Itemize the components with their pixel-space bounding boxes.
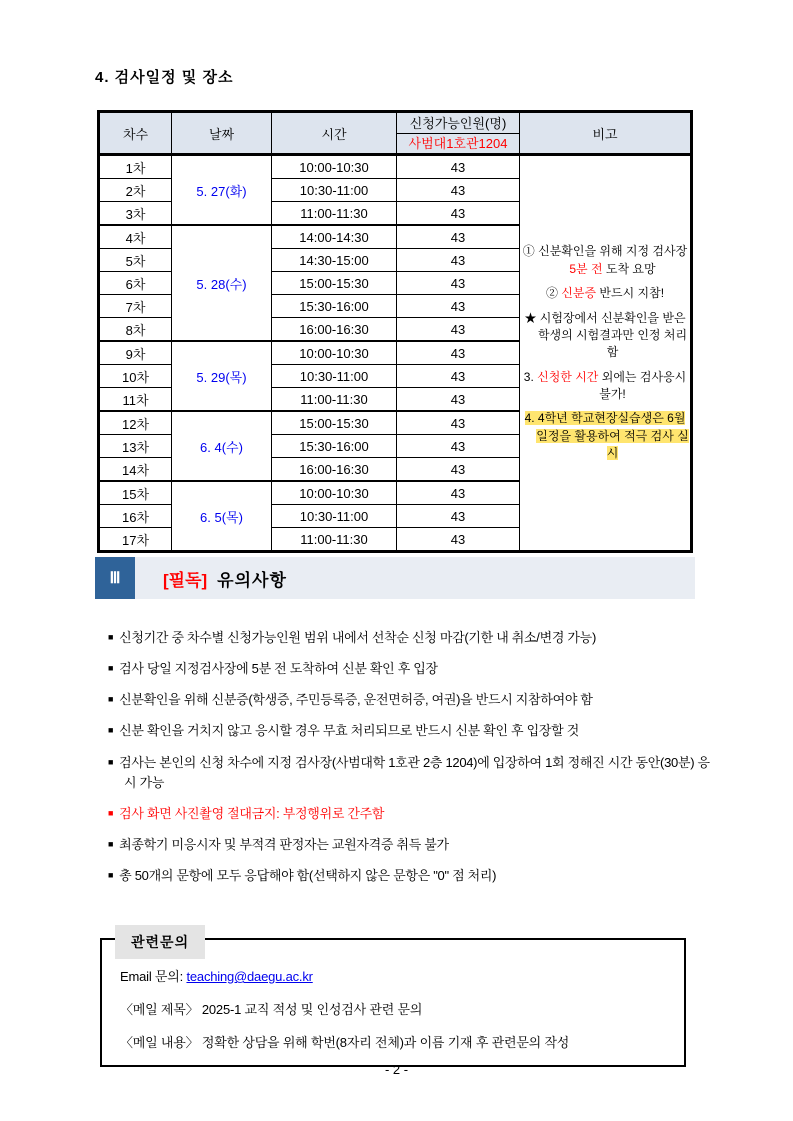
must-read-tag: [필독] [163, 570, 208, 590]
round-cell: 8차 [99, 318, 172, 342]
notes-cell [520, 155, 692, 552]
notice-item: ■ 신청기간 중 차수별 신청가능인원 범위 내에서 선착순 신청 마감(기한 내 취소/변경 가능) [108, 630, 596, 645]
time-cell: 11:00-11:30 [272, 528, 397, 552]
time-cell: 10:30-11:00 [272, 365, 397, 388]
round-cell: 9차 [99, 341, 172, 365]
round-cell: 1차 [99, 155, 172, 179]
note-4: 4. 4학년 학교현장실습생은 6월 일정을 활용하여 적극 검사 실시 [524, 411, 689, 461]
contact-subject-line: 〈메일 제목〉 2025-1 교직 적성 및 인성검사 관련 문의 [120, 1002, 423, 1017]
contact-box-title: 관련문의 [115, 925, 205, 959]
capacity-cell: 43 [397, 202, 520, 226]
contact-body-line: 〈메일 내용〉 정확한 상담을 위해 학번(8자리 전체)과 이름 기재 후 관련문의 작성 [120, 1035, 570, 1050]
time-cell: 10:30-11:00 [272, 179, 397, 202]
notice-item: ■ 검사 당일 지정검사장에 5분 전 도착하여 신분 확인 후 입장 [108, 661, 438, 677]
header-capacity-label: 신청가능인원(명) [397, 114, 519, 134]
capacity-cell: 43 [397, 295, 520, 318]
date-cell: 5. 29(목) [172, 341, 272, 411]
round-cell: 4차 [99, 225, 172, 249]
round-cell: 16차 [99, 505, 172, 528]
time-cell: 14:00-14:30 [272, 225, 397, 249]
round-cell: 17차 [99, 528, 172, 552]
capacity-cell: 43 [397, 458, 520, 482]
date-cell: 5. 28(수) [172, 225, 272, 341]
round-cell: 13차 [99, 435, 172, 458]
header-note: 비고 [520, 112, 692, 155]
capacity-cell: 43 [397, 435, 520, 458]
capacity-cell: 43 [397, 318, 520, 342]
page-number: - 2 - [384, 1062, 409, 1077]
bullet-icon: ■ [108, 632, 114, 642]
capacity-cell: 43 [397, 365, 520, 388]
header-capacity [397, 112, 520, 155]
round-cell: 6차 [99, 272, 172, 295]
header-room-label: 사범대1호관1204 [408, 135, 508, 151]
capacity-cell: 43 [397, 249, 520, 272]
notice-item: ■ 검사는 본인의 신청 차수에 지정 검사장(사범대학 1호관 2층 1204)에 입장하여 1회 정해진 시간 동안(30분) 응시 가능 [108, 754, 710, 790]
bullet-icon: ■ [108, 725, 114, 736]
header-time: 시간 [272, 112, 397, 155]
capacity-cell: 43 [397, 411, 520, 435]
contact-email-line: Email 문의: teaching@daegu.ac.kr [120, 969, 313, 984]
notice-item-warning: ■ 검사 화면 사진촬영 절대금지: 부정행위로 간주함 [108, 805, 385, 821]
note-2: ② 신분증 반드시 지참! [545, 286, 665, 301]
time-cell: 16:00-16:30 [272, 318, 397, 342]
notice-item: ■ 신분 확인을 거치지 않고 응시할 경우 무효 처리되므로 반드시 신분 확인 후 입장할 것 [108, 723, 579, 739]
round-cell: 15차 [99, 481, 172, 505]
capacity-cell: 43 [397, 155, 520, 179]
time-cell: 15:30-16:00 [272, 435, 397, 458]
capacity-cell: 43 [397, 179, 520, 202]
time-cell: 10:00-10:30 [272, 481, 397, 505]
round-cell: 5차 [99, 249, 172, 272]
round-cell: 7차 [99, 295, 172, 318]
email-link[interactable]: teaching@daegu.ac.kr [186, 969, 313, 984]
time-cell: 16:00-16:30 [272, 458, 397, 482]
time-cell: 14:30-15:00 [272, 249, 397, 272]
section-header-bar [95, 557, 695, 599]
time-cell: 10:00-10:30 [272, 341, 397, 365]
table-header-row [99, 112, 692, 155]
capacity-cell: 43 [397, 225, 520, 249]
round-cell: 3차 [99, 202, 172, 226]
time-cell: 15:30-16:00 [272, 295, 397, 318]
bullet-icon: ■ [108, 694, 114, 705]
bullet-icon: ■ [108, 756, 114, 767]
schedule-table [97, 110, 693, 553]
time-cell: 15:00-15:30 [272, 272, 397, 295]
bullet-icon: ■ [108, 663, 114, 674]
time-cell: 10:30-11:00 [272, 505, 397, 528]
date-cell: 6. 5(목) [172, 481, 272, 552]
round-cell: 2차 [99, 179, 172, 202]
notices-title: 유의사항 [217, 570, 287, 590]
date-cell: 6. 4(수) [172, 411, 272, 481]
time-cell: 15:00-15:30 [272, 411, 397, 435]
header-round: 차수 [99, 112, 172, 155]
round-cell: 14차 [99, 458, 172, 482]
notice-item: ■ 신분확인을 위해 신분증(학생증, 주민등록증, 운전면허증, 여권)을 반드시 지참하여야 함 [108, 692, 593, 708]
round-cell: 12차 [99, 411, 172, 435]
section-title-schedule: 4. 검사일정 및 장소 [95, 69, 234, 86]
bullet-icon: ■ [108, 807, 114, 818]
header-date: 날짜 [172, 112, 272, 155]
notice-item: ■ 최종학기 미응시자 및 부적격 판정자는 교원자격증 취득 불가 [108, 836, 449, 852]
time-cell: 10:00-10:30 [272, 155, 397, 179]
section-number-badge: Ⅲ [95, 557, 135, 599]
note-3: 3. 신청한 시간 외에는 검사응시 불가! [523, 369, 687, 402]
capacity-cell: 43 [397, 505, 520, 528]
note-1: ① 신분확인을 위해 지정 검사장 5분 전 도착 요망 [522, 244, 688, 276]
capacity-cell: 43 [397, 388, 520, 412]
time-cell: 11:00-11:30 [272, 388, 397, 412]
capacity-cell: 43 [397, 272, 520, 295]
round-cell: 10차 [99, 365, 172, 388]
round-cell: 11차 [99, 388, 172, 412]
capacity-cell: 43 [397, 481, 520, 505]
note-2-star: ★ 시험장에서 신분확인을 받은 학생의 시험결과만 인정 처리함 [524, 310, 688, 360]
time-cell: 11:00-11:30 [272, 202, 397, 226]
bullet-icon: ■ [108, 870, 114, 881]
contact-box [100, 934, 686, 1067]
capacity-cell: 43 [397, 528, 520, 552]
notice-list [108, 628, 722, 897]
date-cell: 5. 27(화) [172, 155, 272, 226]
table-row [99, 155, 692, 179]
notice-item: ■ 총 50개의 문항에 모두 응답해야 함(선택하지 않은 문항은 "0" 점 처리) [108, 868, 497, 884]
capacity-cell: 43 [397, 341, 520, 365]
bullet-icon: ■ [108, 838, 114, 849]
